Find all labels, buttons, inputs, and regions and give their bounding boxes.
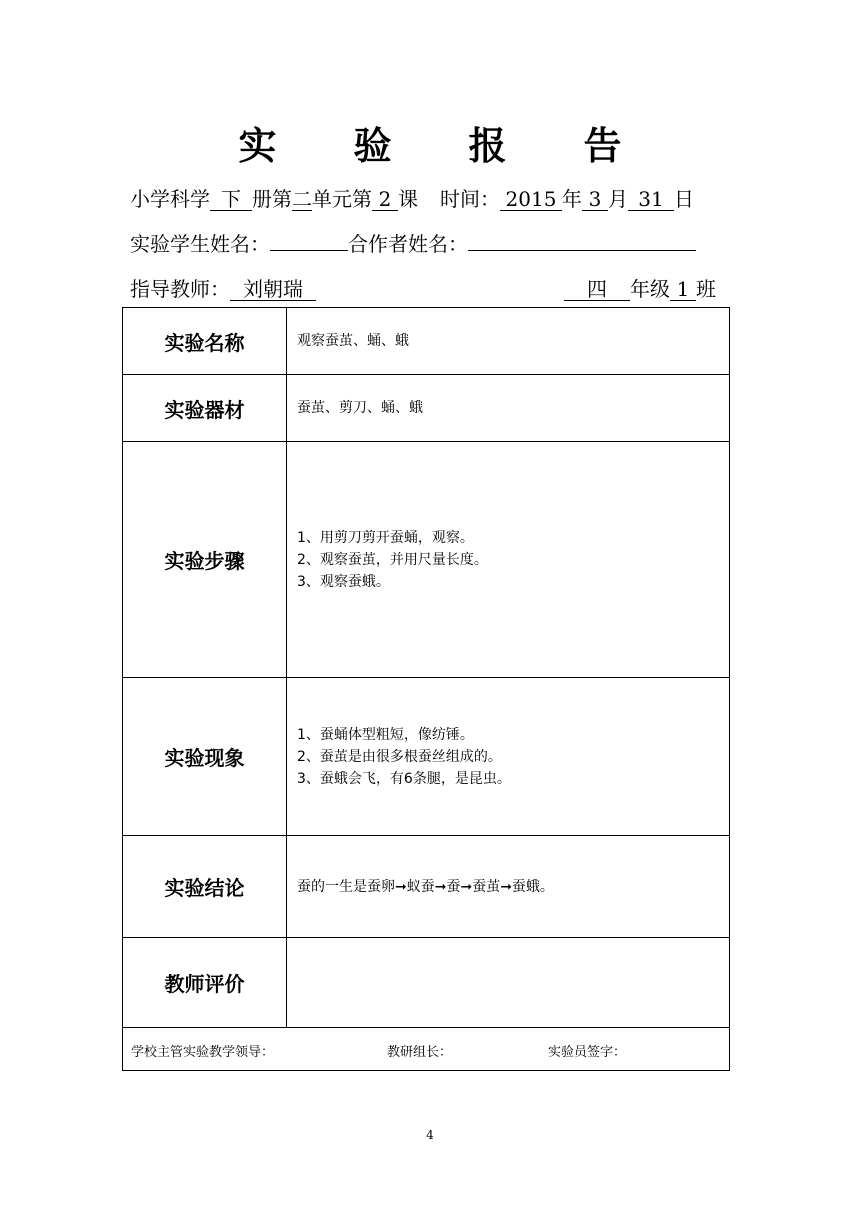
- subject-prefix: 小学科学: [130, 187, 210, 211]
- class-field[interactable]: 1: [670, 278, 696, 301]
- list-item: 2、观察蚕茧，并用尺量长度。: [297, 551, 488, 568]
- lesson-suffix: 课: [398, 187, 418, 211]
- year-suffix: 年: [562, 187, 582, 211]
- conclusion-value[interactable]: 蚕的一生是蚕卵➞蚁蚕➞蚕➞蚕茧➞蚕蛾。: [287, 836, 730, 938]
- list-item: 3、蚕蛾会飞，有6条腿，是昆虫。: [297, 770, 511, 787]
- unit-field[interactable]: 二: [292, 187, 312, 211]
- volume-suffix: 册第: [252, 187, 292, 211]
- grade-class: [564, 273, 716, 302]
- table-row: [123, 836, 730, 938]
- course-line: [130, 183, 694, 212]
- year-field[interactable]: 2015: [500, 188, 562, 211]
- grade-suffix: 年级: [630, 277, 670, 301]
- teacher-field[interactable]: 刘朝瑞: [230, 278, 316, 301]
- volume-field[interactable]: 下: [210, 188, 252, 211]
- month-field[interactable]: 3: [582, 188, 608, 211]
- title-char: 报: [468, 123, 507, 168]
- table-row: [123, 938, 730, 1028]
- lesson-field[interactable]: 2: [372, 188, 398, 211]
- conclusion-label: 实验结论: [123, 836, 287, 938]
- unit-suffix: 单元第: [312, 187, 372, 211]
- title-char: 告: [583, 123, 622, 168]
- leader-label: 学校主管实验教学领导：: [131, 1045, 275, 1060]
- time-label: 时间：: [440, 187, 500, 211]
- grade-field[interactable]: 四: [564, 278, 630, 301]
- teacher-label: 指导教师：: [130, 277, 230, 301]
- list-item: 1、蚕蛹体型粗短，像纺锤。: [297, 726, 474, 743]
- list-item: 1、用剪刀剪开蚕蛹，观察。: [297, 529, 474, 546]
- steps-label: 实验步骤: [123, 442, 287, 678]
- name-value[interactable]: 观察蚕茧、蛹、蛾: [287, 308, 730, 375]
- list-item: 2、蚕茧是由很多根蚕丝组成的。: [297, 748, 502, 765]
- steps-value[interactable]: [287, 442, 730, 678]
- list-item: 3、观察蚕蛾。: [297, 573, 390, 590]
- phenomena-value[interactable]: [287, 678, 730, 836]
- partner-name-field[interactable]: [468, 250, 696, 251]
- day-field[interactable]: 31: [628, 188, 674, 211]
- report-table: [122, 307, 730, 1071]
- teacher-line: [130, 273, 716, 302]
- evaluation-value[interactable]: [287, 938, 730, 1028]
- report-title: [0, 112, 860, 172]
- title-char: 验: [353, 123, 392, 168]
- partner-label: 合作者姓名：: [348, 232, 468, 256]
- group-leader-label: 教研组长：: [387, 1045, 453, 1060]
- signature-row: [123, 1028, 730, 1071]
- table-row: [123, 678, 730, 836]
- day-suffix: 日: [674, 187, 694, 211]
- names-line: [130, 228, 696, 257]
- page-number: 4: [426, 1128, 434, 1142]
- materials-value[interactable]: 蚕茧、剪刀、蛹、蛾: [287, 375, 730, 442]
- student-label: 实验学生姓名：: [130, 232, 270, 256]
- class-suffix: 班: [696, 277, 716, 301]
- materials-label: 实验器材: [123, 375, 287, 442]
- month-suffix: 月: [608, 187, 628, 211]
- phenomena-label: 实验现象: [123, 678, 287, 836]
- student-name-field[interactable]: [270, 250, 348, 251]
- table-row: [123, 442, 730, 678]
- title-char: 实: [238, 123, 277, 168]
- staff-signature-label: 实验员签字：: [548, 1045, 627, 1060]
- name-label: 实验名称: [123, 308, 287, 375]
- table-row: [123, 1028, 730, 1071]
- table-row: [123, 375, 730, 442]
- evaluation-label: 教师评价: [123, 938, 287, 1028]
- table-row: [123, 308, 730, 375]
